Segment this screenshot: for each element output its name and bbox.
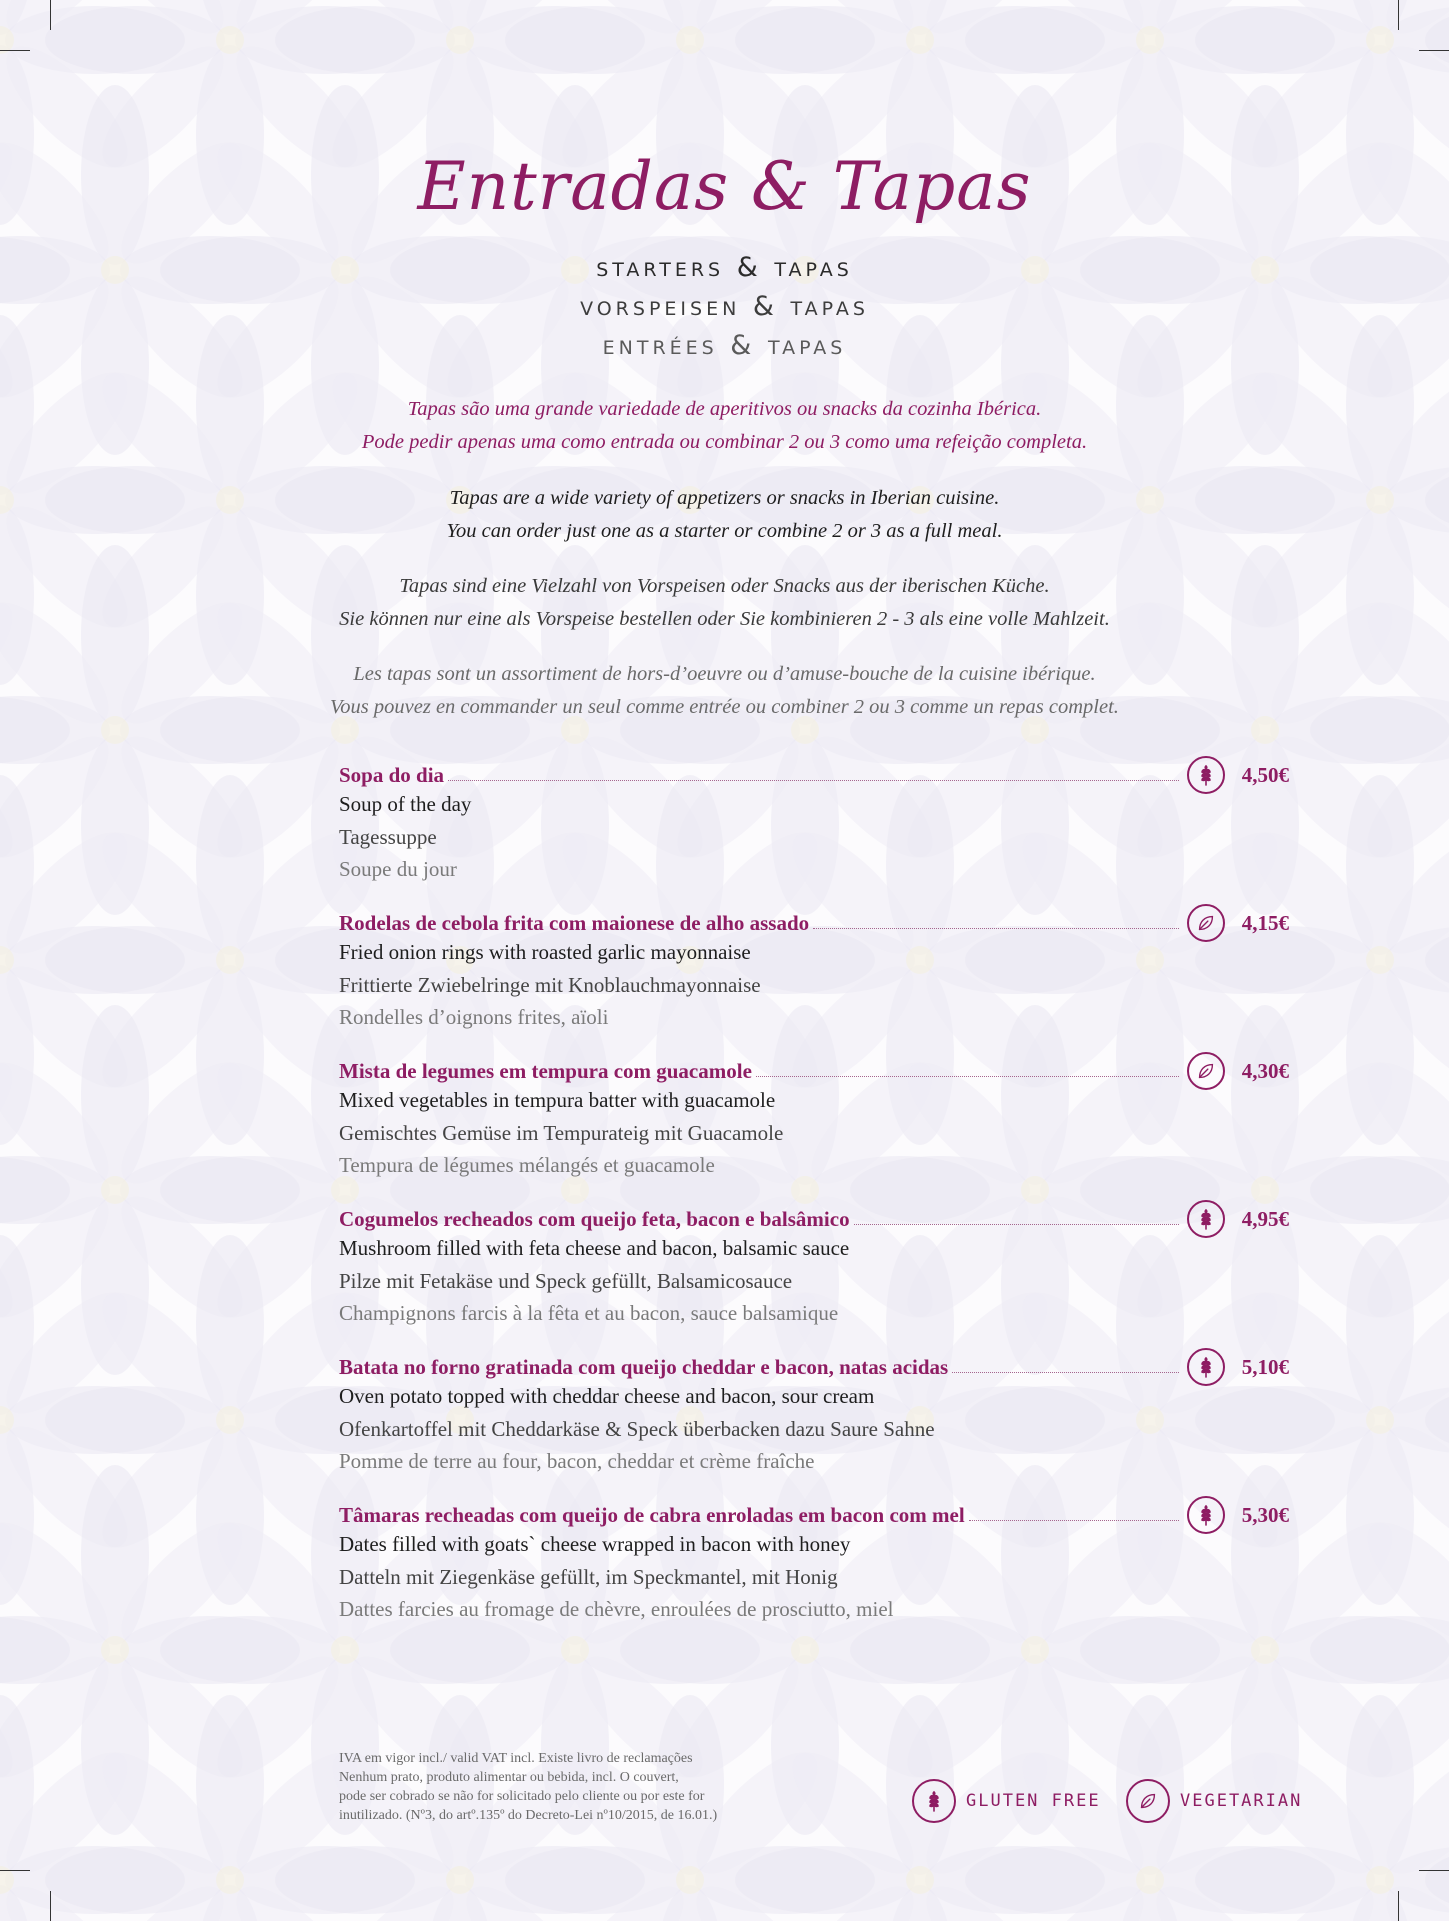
dish-name-pt: Cogumelos recheados com queijo feta, bacon e balsâmico: [339, 1207, 850, 1231]
dot-leader: [813, 928, 1179, 929]
dish-name-en: Mushroom filled with feta cheese and bacon, balsamic sauce: [339, 1236, 850, 1260]
menu-item: [339, 1496, 1289, 1644]
dish-price: 4,30€: [1241, 1059, 1289, 1083]
dish-price: 4,50€: [1241, 763, 1289, 787]
gluten-free-icon: [912, 1779, 956, 1823]
dish-name-de: Datteln mit Ziegenkäse gefüllt, im Speckmantel, mit Honig: [339, 1564, 838, 1589]
dot-leader: [448, 780, 1179, 781]
menu-item: [339, 1200, 1289, 1348]
gluten-free-icon: [1187, 1200, 1225, 1238]
menu-item-header: [339, 1052, 1289, 1084]
dot-leader: [756, 1076, 1179, 1077]
dish-name-pt: Sopa do dia: [339, 763, 445, 787]
menu-item: [339, 904, 1289, 1052]
intro-fr: [300, 658, 1149, 724]
intro-de: [300, 570, 1149, 636]
vegetarian-icon: [1187, 904, 1225, 942]
menu-item: [339, 1052, 1289, 1200]
dish-name-fr: Pomme de terre au four, bacon, cheddar et crème fraîche: [339, 1449, 815, 1473]
dish-price: 4,95€: [1241, 1207, 1289, 1231]
dish-name-de: Pilze mit Fetakäse und Speck gefüllt, Balsamicosauce: [339, 1268, 793, 1293]
dish-price: 4,15€: [1241, 911, 1289, 935]
intro-line: Les tapas sont un assortiment de hors-d’oeuvre ou d’amuse-bouche de la cuisine ibérique.: [353, 663, 1096, 685]
dish-price: 5,30€: [1241, 1503, 1289, 1527]
menu-item-header: [339, 1496, 1289, 1528]
dish-name-fr: Tempura de légumes mélangés et guacamole: [339, 1153, 715, 1177]
subtitle-de: vorspeisen & tapas: [580, 291, 869, 322]
dish-price: 5,10€: [1241, 1355, 1289, 1379]
intro-line: Vous pouvez en commander un seul comme entrée ou combiner 2 ou 3 comme un repas complet.: [330, 696, 1119, 718]
dish-name-de: Frittierte Zwiebelringe mit Knoblauchmayonnaise: [339, 972, 761, 997]
legal-note: [339, 1749, 809, 1825]
page-title: Entradas & Tapas: [417, 148, 1032, 225]
intro-pt: [300, 393, 1149, 459]
gluten-free-icon: [1187, 1496, 1225, 1534]
menu-item: [339, 1348, 1289, 1496]
vegetarian-icon: [1187, 1052, 1225, 1090]
legal-note-line: Nenhum prato, produto alimentar ou bebida, incl. O couvert,: [339, 1770, 679, 1785]
menu-item: [339, 756, 1289, 904]
legal-note-line: inutilizado. (Nº3, do artº.135º do Decreto-Lei nº10/2015, de 16.01.): [339, 1808, 718, 1823]
legend-label: VEGETARIAN: [1180, 1791, 1303, 1811]
dish-name-pt: Rodelas de cebola frita com maionese de alho assado: [339, 911, 810, 935]
dot-leader: [969, 1520, 1179, 1521]
legal-note-line: IVA em vigor incl./ valid VAT incl. Existe livro de reclamações: [339, 1751, 693, 1766]
legend-label: GLUTEN FREE: [966, 1791, 1101, 1811]
menu-item-header: [339, 1348, 1289, 1380]
dish-name-en: Soup of the day: [339, 792, 472, 816]
legend-gluten-free: [912, 1779, 1101, 1823]
dish-name-fr: Rondelles d’oignons frites, aïoli: [339, 1005, 609, 1029]
legend-vegetarian: [1126, 1779, 1302, 1823]
dish-name-en: Fried onion rings with roasted garlic mayonnaise: [339, 940, 751, 964]
menu-item-header: [339, 756, 1289, 788]
menu-item-header: [339, 904, 1289, 936]
gluten-free-icon: [1187, 1348, 1225, 1386]
dish-name-fr: Dattes farcies au fromage de chèvre, enroulées de prosciutto, miel: [339, 1597, 894, 1621]
dish-name-pt: Batata no forno gratinada com queijo cheddar e bacon, natas acidas: [339, 1355, 949, 1379]
intro-en: [300, 482, 1149, 548]
intro-line: Pode pedir apenas uma como entrada ou combinar 2 ou 3 como uma refeição completa.: [361, 431, 1088, 453]
dish-name-de: Ofenkartoffel mit Cheddarkäse & Speck überbacken dazu Saure Sahne: [339, 1416, 935, 1441]
intro-line: Tapas are a wide variety of appetizers or snacks in Iberian cuisine.: [449, 487, 1000, 509]
intro-line: Tapas sind eine Vielzahl von Vorspeisen oder Snacks aus der iberischen Küche.: [399, 575, 1050, 597]
intro-line: You can order just one as a starter or combine 2 or 3 as a full meal.: [446, 520, 1003, 542]
dish-name-pt: Tâmaras recheadas com queijo de cabra enroladas em bacon com mel: [339, 1503, 965, 1527]
menu-list: [339, 756, 1289, 1644]
intro-line: Tapas são uma grande variedade de aperitivos ou snacks da cozinha Ibérica.: [407, 398, 1042, 420]
dish-name-en: Mixed vegetables in tempura batter with guacamole: [339, 1088, 776, 1112]
dish-name-de: Gemischtes Gemüse im Tempurateig mit Guacamole: [339, 1120, 784, 1145]
dish-name-en: Dates filled with goats` cheese wrapped in bacon with honey: [339, 1532, 851, 1556]
intro-line: Sie können nur eine als Vorspeise bestellen oder Sie kombinieren 2 - 3 als eine volle Mahlzeit.: [339, 608, 1110, 630]
dish-name-pt: Mista de legumes em tempura com guacamole: [339, 1059, 752, 1083]
dish-name-de: Tagessuppe: [339, 824, 437, 849]
menu-item-header: [339, 1200, 1289, 1232]
subtitle-en: starters & tapas: [596, 252, 853, 283]
subtitle-block: [0, 248, 1449, 365]
vegetarian-icon: [1126, 1779, 1170, 1823]
dot-leader: [952, 1372, 1179, 1373]
legal-note-line: pode ser cobrado se não for solicitado pelo cliente ou por este for: [339, 1789, 705, 1804]
dish-name-fr: Champignons farcis à la fêta et au bacon, sauce balsamique: [339, 1301, 839, 1325]
dot-leader: [854, 1224, 1179, 1225]
subtitle-fr: entrées & tapas: [602, 330, 847, 361]
dish-name-en: Oven potato topped with cheddar cheese and bacon, sour cream: [339, 1384, 875, 1408]
gluten-free-icon: [1187, 756, 1225, 794]
dish-name-fr: Soupe du jour: [339, 857, 457, 881]
